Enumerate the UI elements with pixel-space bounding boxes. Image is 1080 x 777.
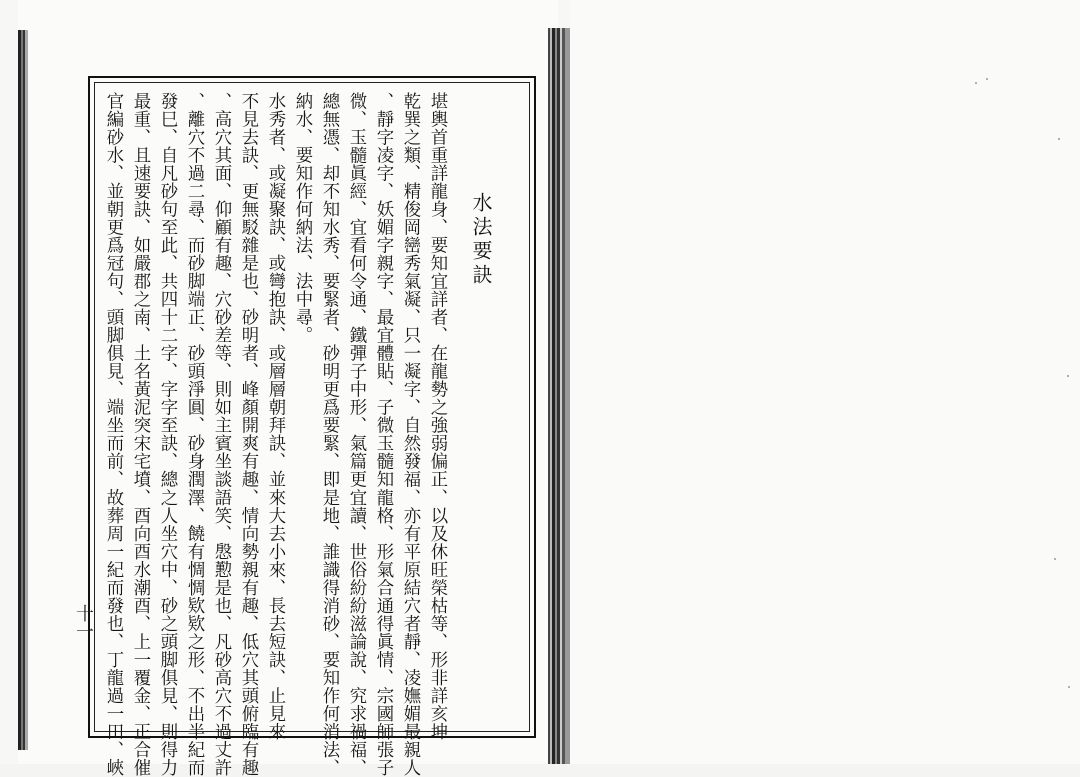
text-column: 、高穴其面、仰顧有趣、穴砂差等、則如主賓坐談語笑、慇懃是也、凡砂高穴不過丈許	[211, 92, 231, 777]
book-spine	[548, 28, 570, 764]
text-column: 最重、且速要訣、如嚴郡之南、土名黃泥突宋宅墳、酉向酉水潮酉、上一覆金、正合催	[130, 92, 150, 777]
right-page-blank	[570, 0, 1080, 764]
text-column: 納水、要知作何納法、法中尋。	[292, 92, 312, 345]
section-title: 水法要訣	[469, 192, 493, 288]
paper-speck	[1058, 138, 1060, 140]
paper-speck	[1054, 558, 1056, 560]
text-column: 乾巽之類、精俊岡巒秀氣凝、只一凝字、自然發福、亦有平原結穴者靜、凌嫵媚最親人	[400, 92, 420, 777]
text-column: 總無憑、却不知水秀、要緊者、砂明更爲要緊、即是地、誰識得消砂、要知作何消法、	[319, 92, 339, 777]
text-column: 官編砂水、並朝更爲冠句、頭脚俱見、端坐而前、故葬周一紀而發也、丁龍過一田、峽	[103, 92, 123, 777]
paper-speck	[1068, 686, 1070, 688]
text-column: 微、玉髓眞經、宜看何令通、鐵彈子中形、氣篇更宜讀、世俗紛紛滋論說、究求禍福、	[346, 92, 366, 777]
text-column: 不見去訣、更無駁雜是也、砂明者、峰顏開爽有趣、情向勢親有趣、低穴其頭俯臨有趣	[238, 92, 258, 777]
text-column: 、靜字凌字、妖媚字親字、最宜體貼、子微玉髓知龍格、形氣合通得眞情、宗國師張子	[373, 92, 393, 777]
left-page-edge	[18, 30, 28, 750]
paper-speck	[975, 82, 977, 84]
text-column: 堪輿首重詳龍身、要知宜詳者、在龍勢之強弱偏正、以及休旺榮枯等、形非詳亥坤	[427, 92, 447, 741]
paper-speck	[986, 78, 988, 80]
text-column: 水秀者、或凝聚訣、或彎抱訣、或層層朝拜訣、並來大去小來、長去短訣、止見來	[265, 92, 285, 741]
text-column: 、離穴不過二尋、而砂脚端正、砂頭淨圓、砂身潤澤、饒有惆惆欵欵之形、不出半紀而	[184, 92, 204, 777]
page-number: 十一	[73, 604, 94, 640]
paper-speck	[1067, 375, 1069, 377]
text-column: 發巳、自凡砂句至此、共四十二字、字字至訣、總之人坐穴中、砂之頭脚俱見、則得力	[157, 92, 177, 777]
